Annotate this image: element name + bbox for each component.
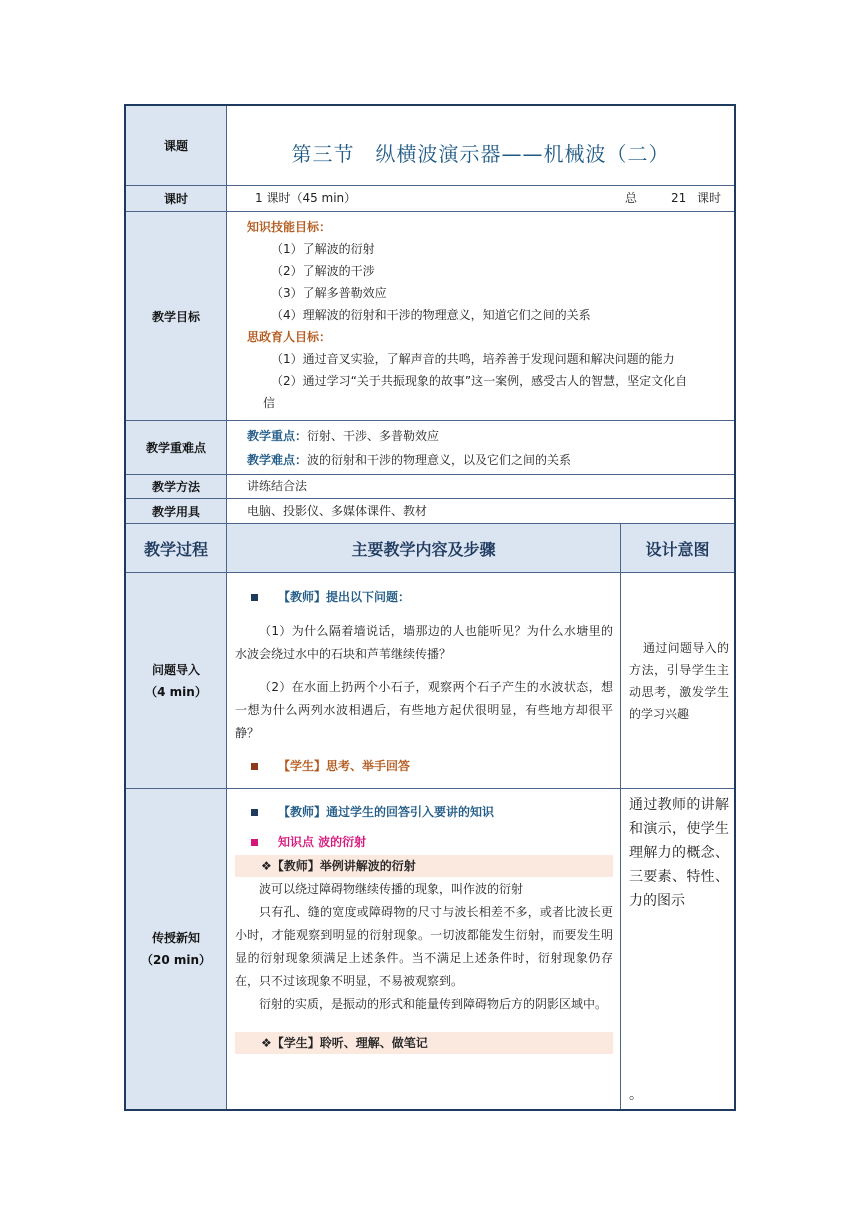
new-knowledge-intent-cell: [621, 789, 734, 1109]
method-label: 教学方法: [126, 475, 226, 498]
key-points-label: 教学重难点: [126, 421, 226, 474]
knowledge-goal-item: （2）了解波的干涉: [271, 264, 375, 278]
total-unit: 课时: [697, 191, 722, 205]
goals-label: 教学目标: [126, 212, 226, 420]
method-value: 讲练结合法: [247, 479, 308, 493]
hours-label: 课时: [126, 186, 226, 211]
intro-question-2: （2）在水面上扔两个小石子，观察两个石子产生的水波状态，想一想为什么两列水波相遇后，有些地方起伏很明显，有些地方却很平静？: [235, 680, 613, 740]
tools-label: 教学用具: [126, 499, 226, 523]
intro-label-cell: [126, 573, 226, 788]
difficulty-text: 波的衍射和干涉的物理意义，以及它们之间的关系: [307, 453, 572, 467]
process-header-col1: 教学过程: [126, 524, 226, 572]
diffraction-condition: 只有孔、缝的宽度或障碍物的尺寸与波长相差不多，或者比波长更小时，才能观察到明显的衍射现象。一切波都能发生衍射，而要发生明显的衍射现象须满足上述条件。当不满足上述条件时，衍射现象仍存在，只不过该现象不明显，不易被观察到。: [235, 905, 613, 988]
intro-teacher: 【教师】提出以下问题：: [278, 590, 411, 604]
new-knowledge-intent: 通过教师的讲解和演示，使学生理解力的概念、三要素、特性、力的图示: [629, 797, 729, 909]
intro-content: [227, 573, 620, 788]
knowledge-goal-item: （3）了解多普勒效应: [271, 286, 387, 300]
process-header-col3: 设计意图: [621, 524, 734, 572]
total-value: 21: [671, 191, 687, 205]
tools-value: 电脑、投影仪、多媒体课件、教材: [247, 504, 428, 518]
new-knowledge-label: 传授新知: [151, 931, 200, 945]
intro-intent: 通过问题导入的方法，引导学生主动思考，激发学生的学习兴趣: [629, 641, 729, 721]
intro-question-1: （1）为什么隔着墙说话，墙那边的人也能听见？为什么水塘里的水波会绕过水中的石块和芦苇继续传播？: [235, 624, 613, 661]
knowledge-goals-title: 知识技能目标：: [247, 220, 332, 234]
lesson-title: 第三节 纵横波演示器——机械波（二）: [291, 142, 670, 166]
key-points-content: [227, 424, 734, 474]
difficulty-title: 教学难点：: [247, 453, 308, 467]
intro-label: 问题导入: [151, 662, 200, 677]
key-point-title: 教学重点：: [247, 429, 308, 443]
total-label: 总: [625, 191, 638, 205]
knowledge-goal-item: （4）理解波的衍射和干涉的物理意义，知道它们之间的关系: [271, 308, 591, 322]
bullet-square-icon: [251, 594, 258, 601]
process-header-col2: 主要教学内容及步骤: [227, 524, 620, 572]
new-knowledge-teacher: 【教师】通过学生的回答引入要讲的知识: [278, 805, 495, 819]
ideology-goal-item: 信: [263, 396, 276, 410]
intro-student: 【学生】思考、举手回答: [278, 759, 411, 773]
teacher-band: ❖【教师】举例讲解波的衍射: [235, 855, 613, 877]
bullet-square-icon: [251, 763, 258, 770]
bullet-square-icon: [251, 839, 258, 846]
key-point-text: 衍射、干涉、多普勒效应: [307, 429, 440, 443]
ideology-goals-title: 思政育人目标：: [247, 330, 332, 344]
hours-value: 1 课时（45 min）: [255, 191, 357, 205]
ideology-goal-item: （1）通过音叉实验，了解声音的共鸣，培养善于发现问题和解决问题的能力: [271, 352, 675, 366]
new-knowledge-duration: （20 min）: [140, 953, 212, 967]
new-knowledge-intent-end: 。: [629, 1087, 643, 1103]
topic-label: 课题: [126, 106, 226, 185]
new-knowledge-content: [227, 789, 620, 1109]
hours-row: [227, 186, 734, 211]
ideology-goal-item: （2）通过学习“关于共振现象的故事”这一案例，感受古人的智慧，坚定文化自: [271, 374, 688, 388]
intro-duration: （4 min）: [145, 684, 207, 699]
lesson-plan-table: [124, 104, 736, 1111]
new-knowledge-label-cell: [126, 789, 226, 1109]
bullet-square-icon: [251, 809, 258, 816]
knowledge-point-title: 知识点 波的衍射: [278, 835, 367, 849]
knowledge-goal-item: （1）了解波的衍射: [271, 242, 375, 256]
diffraction-definition: 波可以绕过障碍物继续传播的现象，叫作波的衍射: [259, 882, 524, 896]
diffraction-essence: 衍射的实质，是振动的形式和能量传到障碍物后方的阴影区域中。: [259, 997, 608, 1011]
student-band: ❖【学生】聆听、理解、做笔记: [235, 1032, 613, 1054]
goals-content: [227, 216, 734, 420]
